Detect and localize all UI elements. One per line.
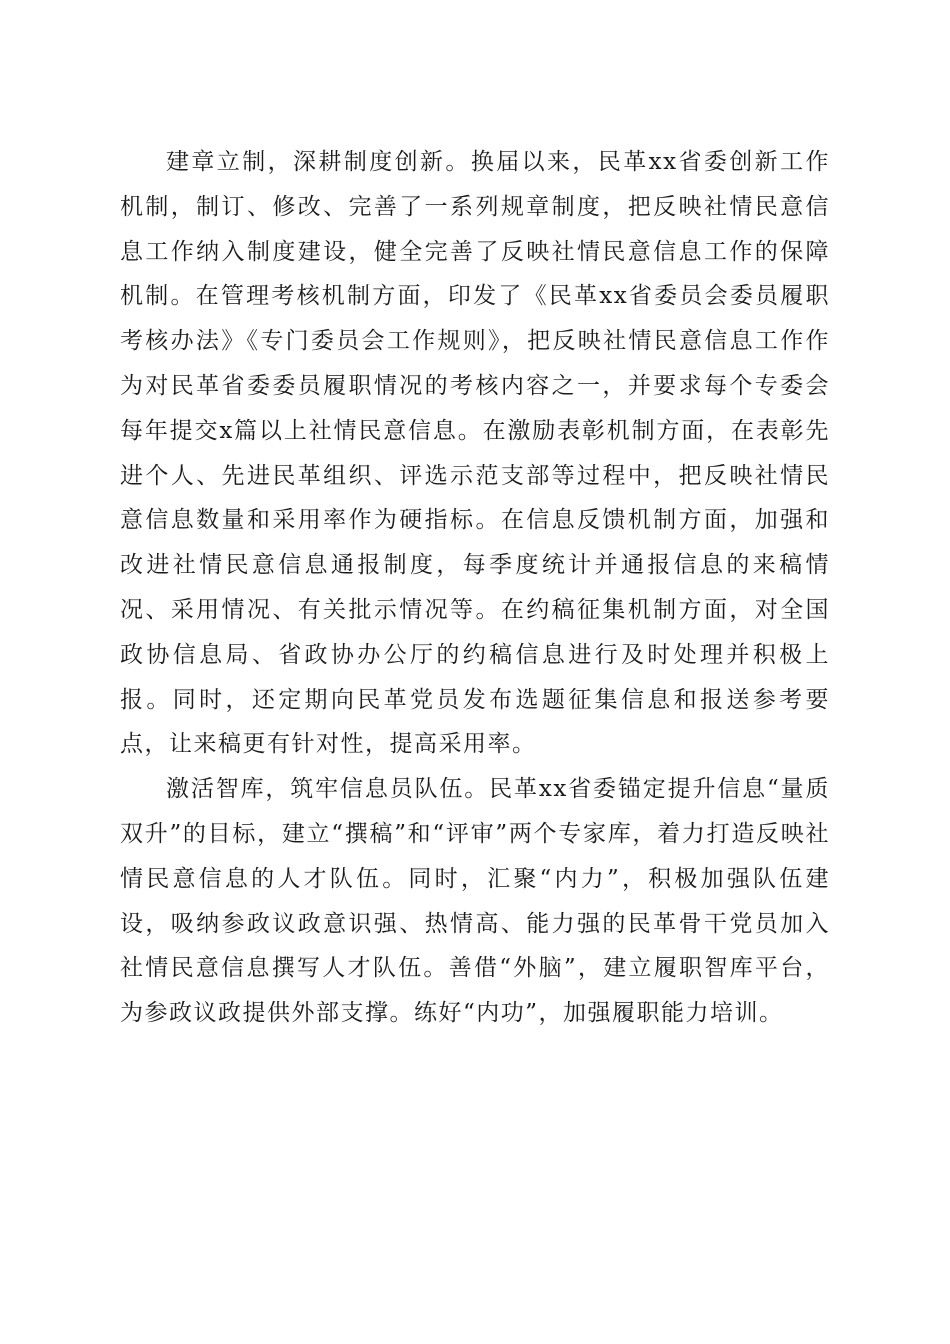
paragraph-think-tank: 激活智库，筑牢信息员队伍。民革xx省委锚定提升信息“量质双升”的目标，建立“撰稿”和“评审”两个专家库，着力打造反映社情民意信息的人才队伍。同时，汇聚“内力”，积极加强队伍建设，吸纳参政议政意识强、热情高、能力强的民革骨干党员加入社情民意信息撰写人才队伍。善借“外脑”，建立履职智库平台，为参政议政提供外部支撑。练好“内功”，加强履职能力培训。 [120, 776, 830, 1027]
document-body [120, 140, 830, 1036]
paragraph-institution-building: 建章立制，深耕制度创新。换届以来，民革xx省委创新工作机制，制订、修改、完善了一系列规章制度，把反映社情民意信息工作纳入制度建设，健全完善了反映社情民意信息工作的保障机制。在管理考核机制方面，印发了《民革xx省委员会委员履职考核办法》《专门委员会工作规则》，把反映社情民意信息工作作为对民革省委委员履职情况的考核内容之一，并要求每个专委会每年提交x篇以上社情民意信息。在激励表彰机制方面，在表彰先进个人、先进民革组织、评选示范支部等过程中，把反映社情民意信息数量和采用率作为硬指标。在信息反馈机制方面，加强和改进社情民意信息通报制度，每季度统计并通报信息的来稿情况、采用情况、有关批示情况等。在约稿征集机制方面，对全国政协信息局、省政协办公厅的约稿信息进行及时处理并积极上报。同时，还定期向民革党员发布选题征集信息和报送参考要点，让来稿更有针对性，提高采用率。 [120, 149, 830, 758]
